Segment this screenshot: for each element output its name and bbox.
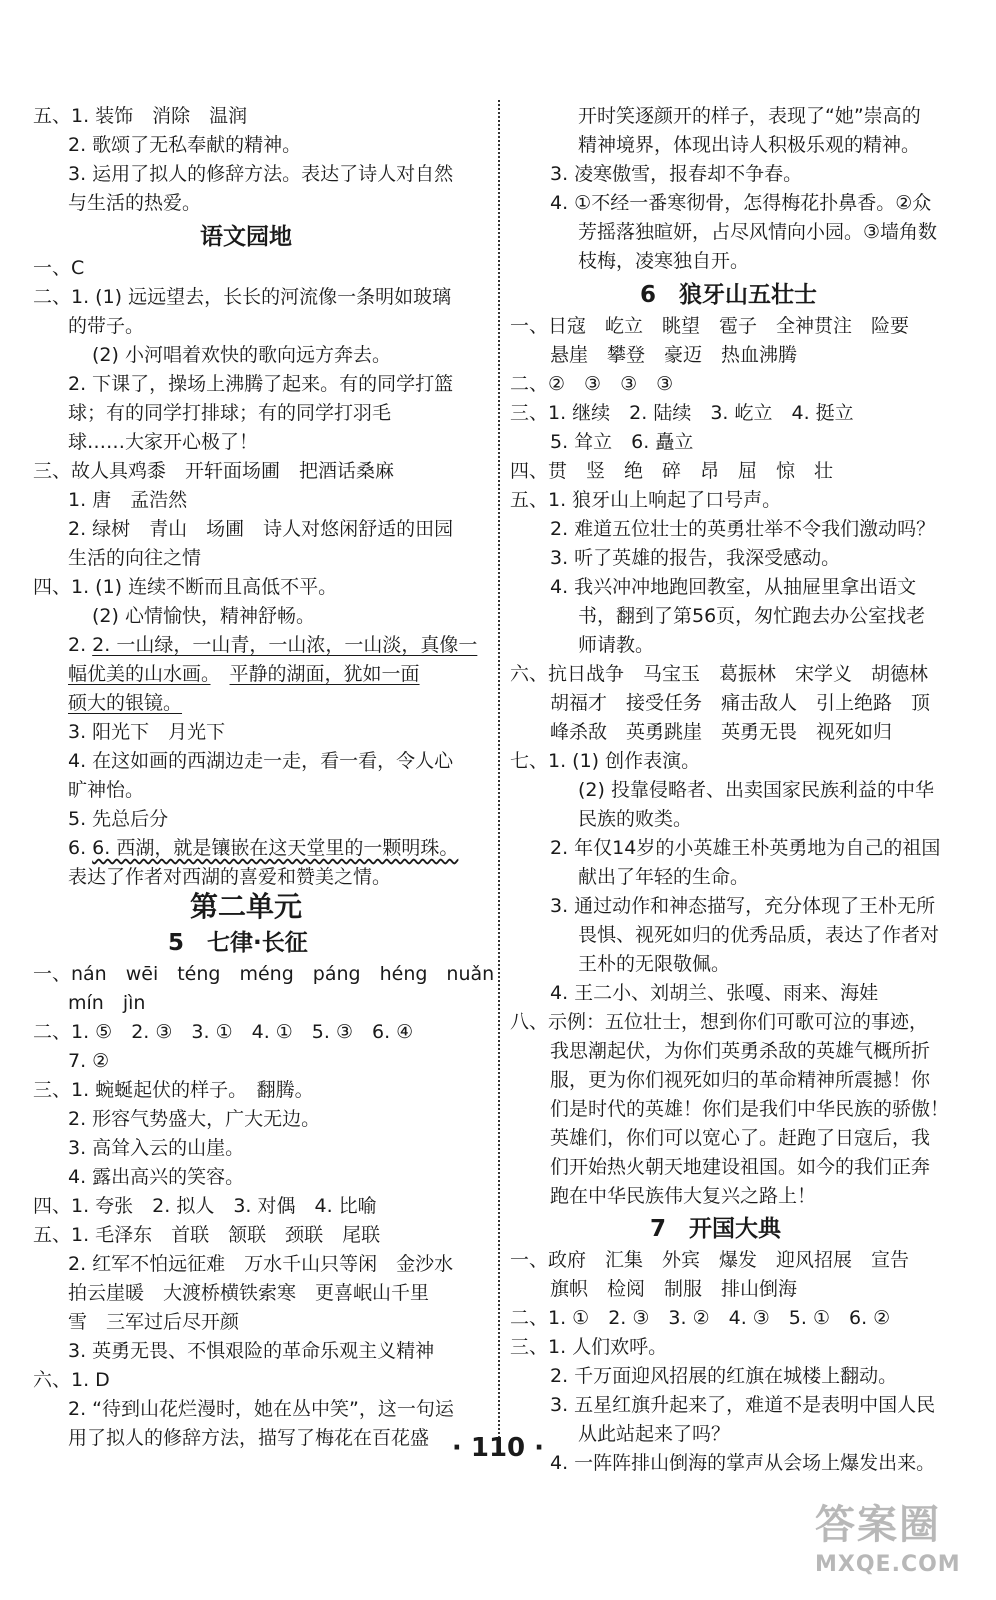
answer-line: 4. 在这如画的西湖边走一走，看一看，令人心: [68, 750, 454, 772]
answer-line: 旗帜 检阅 制服 排山倒海: [550, 1278, 798, 1300]
answer-line: 三、故人具鸡黍 开轩面场圃 把酒话桑麻: [33, 460, 395, 482]
answer-line: 畏惧、视死如归的优秀品质，表达了作者对: [578, 924, 940, 946]
answer-line: 3. 五星红旗升起来了，难道不是表明中国人民: [550, 1394, 936, 1416]
answer-line: 4. 我兴冲冲地跑回教室，从抽屉里拿出语文: [550, 576, 917, 598]
answer-line: 雪 三军过后尽开颜: [68, 1311, 240, 1333]
answer-line: 4. 一阵阵排山倒海的掌声从会场上爆发出来。: [550, 1452, 936, 1474]
column-divider: [498, 100, 500, 1450]
answer-line: 二、1. (1) 远远望去，长长的河流像一条明如玻璃: [33, 286, 452, 308]
answer-line: 2. 2. 一山绿，一山青，一山浓，一山淡，真像一: [68, 634, 478, 656]
answer-line: 从此站起来了吗？: [578, 1423, 731, 1445]
answer-line: 六、抗日战争 马宝玉 葛振林 宋学义 胡德林: [510, 663, 929, 685]
answer-line: 球……大家开心极了！: [68, 431, 259, 453]
answer-line: 2. 年仅14岁的小英雄王朴英勇地为自己的祖国: [550, 837, 941, 859]
answer-line: 服，更为你们视死如归的革命精神所震撼！你: [550, 1069, 931, 1091]
answer-line: 五、1. 毛泽东 首联 颔联 颈联 尾联: [33, 1224, 381, 1246]
underlined-text: 平静的湖面，犹如一面: [229, 663, 420, 685]
answer-line: 峰杀敌 英勇跳崖 英勇无畏 视死如归: [550, 721, 893, 743]
answer-line: 英雄们，你们可以宽心了。赶跑了日寇后，我: [550, 1127, 931, 1149]
answer-line: 3. 通过动作和神态描写，充分体现了王朴无所: [550, 895, 936, 917]
answer-line: 5. 先总后分: [68, 808, 169, 830]
answer-line: 书，翻到了第56页，匆忙跑去办公室找老: [578, 605, 926, 627]
answer-line: 悬崖 攀登 豪迈 热血沸腾: [550, 344, 798, 366]
page-number: · 110 ·: [451, 1433, 545, 1463]
answer-line: 4. ①不经一番寒彻骨，怎得梅花扑鼻香。②众: [550, 192, 932, 214]
answer-line: 表达了作者对西湖的喜爱和赞美之情。: [68, 866, 392, 888]
answer-line: 2. 千万面迎风招展的红旗在城楼上翻动。: [550, 1365, 898, 1387]
answer-line: 一、nán wēi téng méng páng héng nuǎn: [33, 963, 495, 985]
answer-line: 2. “待到山花烂漫时，她在丛中笑”，这一句运: [68, 1398, 454, 1420]
answer-line: 们是时代的英雄！你们是我们中华民族的骄傲！: [550, 1098, 950, 1120]
answer-line: [68, 689, 182, 717]
watermark-url: MXQE.COM: [815, 1552, 961, 1577]
answer-line: 2. 绿树 青山 场圃 诗人对悠闲舒适的田园: [68, 518, 454, 540]
answer-line: 4. 王二小、刘胡兰、张嘎、雨来、海娃: [550, 982, 879, 1004]
answer-line: 3. 凌寒傲雪，报春却不争春。: [550, 163, 803, 185]
answer-line: 四、1. (1) 连续不断而且高低不平。: [33, 576, 338, 598]
answer-line: 4. 露出高兴的笑容。: [68, 1166, 245, 1188]
answer-line: 民族的败类。: [578, 808, 693, 830]
answer-line: 旷神怡。: [68, 779, 145, 801]
lesson-title-5: 5 七律·长征: [168, 930, 308, 956]
answer-line: 与生活的热爱。: [68, 192, 202, 214]
answer-line: (2) 投靠侵略者、出卖国家民族利益的中华: [578, 779, 934, 801]
answer-line: 生活的向往之情: [68, 547, 202, 569]
answer-line: 1. 唐 孟浩然: [68, 489, 188, 511]
answer-line: 3. 运用了拟人的修辞方法。表达了诗人对自然: [68, 163, 454, 185]
underlined-text: 硕大的银镜。: [68, 692, 183, 714]
answer-line: 3. 高耸入云的山崖。: [68, 1137, 245, 1159]
answer-line: (2) 小河唱着欢快的歌向远方奔去。: [92, 344, 391, 366]
lesson-title-7: 7 开国大典: [650, 1216, 782, 1242]
answer-line: 3. 听了英雄的报告，我深受感动。: [550, 547, 841, 569]
answer-line: 6. 6. 西湖，就是镶嵌在这天堂里的一颗明珠。: [68, 837, 459, 859]
answer-line: 3. 阳光下 月光下: [68, 721, 226, 743]
answer-line: 一、日寇 屹立 眺望 雹子 全神贯注 险要: [510, 315, 910, 337]
answer-line: 精神境界，体现出诗人积极乐观的精神。: [578, 134, 921, 156]
answer-line: 献出了年轻的生命。: [578, 866, 750, 888]
underlined-text: 幅优美的山水画。: [68, 663, 211, 685]
answer-line: 二、② ③ ③ ③: [510, 373, 674, 395]
answer-line: 七、1. (1) 创作表演。: [510, 750, 701, 772]
answer-line: 开时笑逐颜开的样子，表现了“她”崇高的: [578, 105, 921, 127]
answer-line: 三、1. 蜿蜒起伏的样子。 翻腾。: [33, 1079, 314, 1101]
answer-line: 六、1. D: [33, 1369, 110, 1391]
answer-line: 二、1. ⑤ 2. ③ 3. ① 4. ① 5. ③ 6. ④: [33, 1021, 414, 1043]
answer-line: 拍云崖暖 大渡桥横铁索寒 更喜岷山千里: [68, 1282, 430, 1304]
answer-line: 我思潮起伏，为你们英勇杀敌的英雄气概所折: [550, 1040, 931, 1062]
answer-line: 二、1. ① 2. ③ 3. ② 4. ③ 5. ① 6. ②: [510, 1307, 891, 1329]
answer-line: 三、1. 人们欢呼。: [510, 1336, 668, 1358]
underlined-text: 2. 一山绿，一山青，一山浓，一山淡，真像一: [92, 634, 478, 656]
answer-line: 五、1. 装饰 消除 温润: [33, 105, 248, 127]
answer-line: 一、C: [33, 257, 85, 279]
answer-line: 一、政府 汇集 外宾 爆发 迎风招展 宣告: [510, 1249, 910, 1271]
answer-line: 王朴的无限敬佩。: [578, 953, 731, 975]
answer-line: 2. 形容气势盛大，广大无边。: [68, 1108, 321, 1130]
answer-line: 2. 红军不怕远征难 万水千山只等闲 金沙水: [68, 1253, 454, 1275]
answer-line: 7. ②: [68, 1050, 110, 1072]
answer-line: 枝梅，凌寒独自开。: [578, 250, 750, 272]
answer-line: 3. 英勇无畏、不惧艰险的革命乐观主义精神: [68, 1340, 435, 1362]
watermark-text: 答案圈: [815, 1502, 941, 1548]
answer-line: 5. 耸立 6. 矗立: [550, 431, 694, 453]
answer-line: mín jìn: [68, 992, 146, 1014]
answer-line: 的带子。: [68, 315, 145, 337]
answer-line: 师请教。: [578, 634, 655, 656]
answer-line: 四、1. 夸张 2. 拟人 3. 对偶 4. 比喻: [33, 1195, 377, 1217]
answer-line: 2. 下课了，操场上沸腾了起来。有的同学打篮: [68, 373, 454, 395]
answer-line: 芳摇落独暄妍，占尽风情向小园。③墙角数: [578, 221, 938, 243]
lesson-title-6: 6 狼牙山五壮士: [640, 282, 818, 308]
section-title-yuwen-yuandi: 语文园地: [200, 224, 292, 250]
answer-line: 2. 歌颂了无私奉献的精神。: [68, 134, 302, 156]
answer-line: 们开始热火朝天地建设祖国。如今的我们正奔: [550, 1156, 931, 1178]
answer-line: 四、贯 竖 绝 碎 昂 屈 惊 壮: [510, 460, 834, 482]
answer-line: 五、1. 狼牙山上响起了口号声。: [510, 489, 782, 511]
answer-line: 球；有的同学打排球；有的同学打羽毛: [68, 402, 392, 424]
answer-line: 胡福才 接受任务 痛击敌人 引上绝路 顶: [550, 692, 931, 714]
answer-line: 八、示例：五位壮士，想到你们可歌可泣的事迹，: [510, 1011, 929, 1033]
answer-line: 三、1. 继续 2. 陆续 3. 屹立 4. 挺立: [510, 402, 854, 424]
answer-line: [68, 660, 420, 688]
unit-title: 第二单元: [190, 890, 303, 923]
wavy-underlined-text: 6. 西湖，就是镶嵌在这天堂里的一颗明珠。: [92, 837, 459, 859]
answer-line: 2. 难道五位壮士的英勇壮举不令我们激动吗？: [550, 518, 936, 540]
answer-line: 用了拟人的修辞方法，描写了梅花在百花盛: [68, 1427, 430, 1449]
watermark-logo: [815, 1500, 990, 1590]
answer-line: (2) 心情愉快，精神舒畅。: [92, 605, 315, 627]
answer-line: 跑在中华民族伟大复兴之路上！: [550, 1185, 817, 1207]
